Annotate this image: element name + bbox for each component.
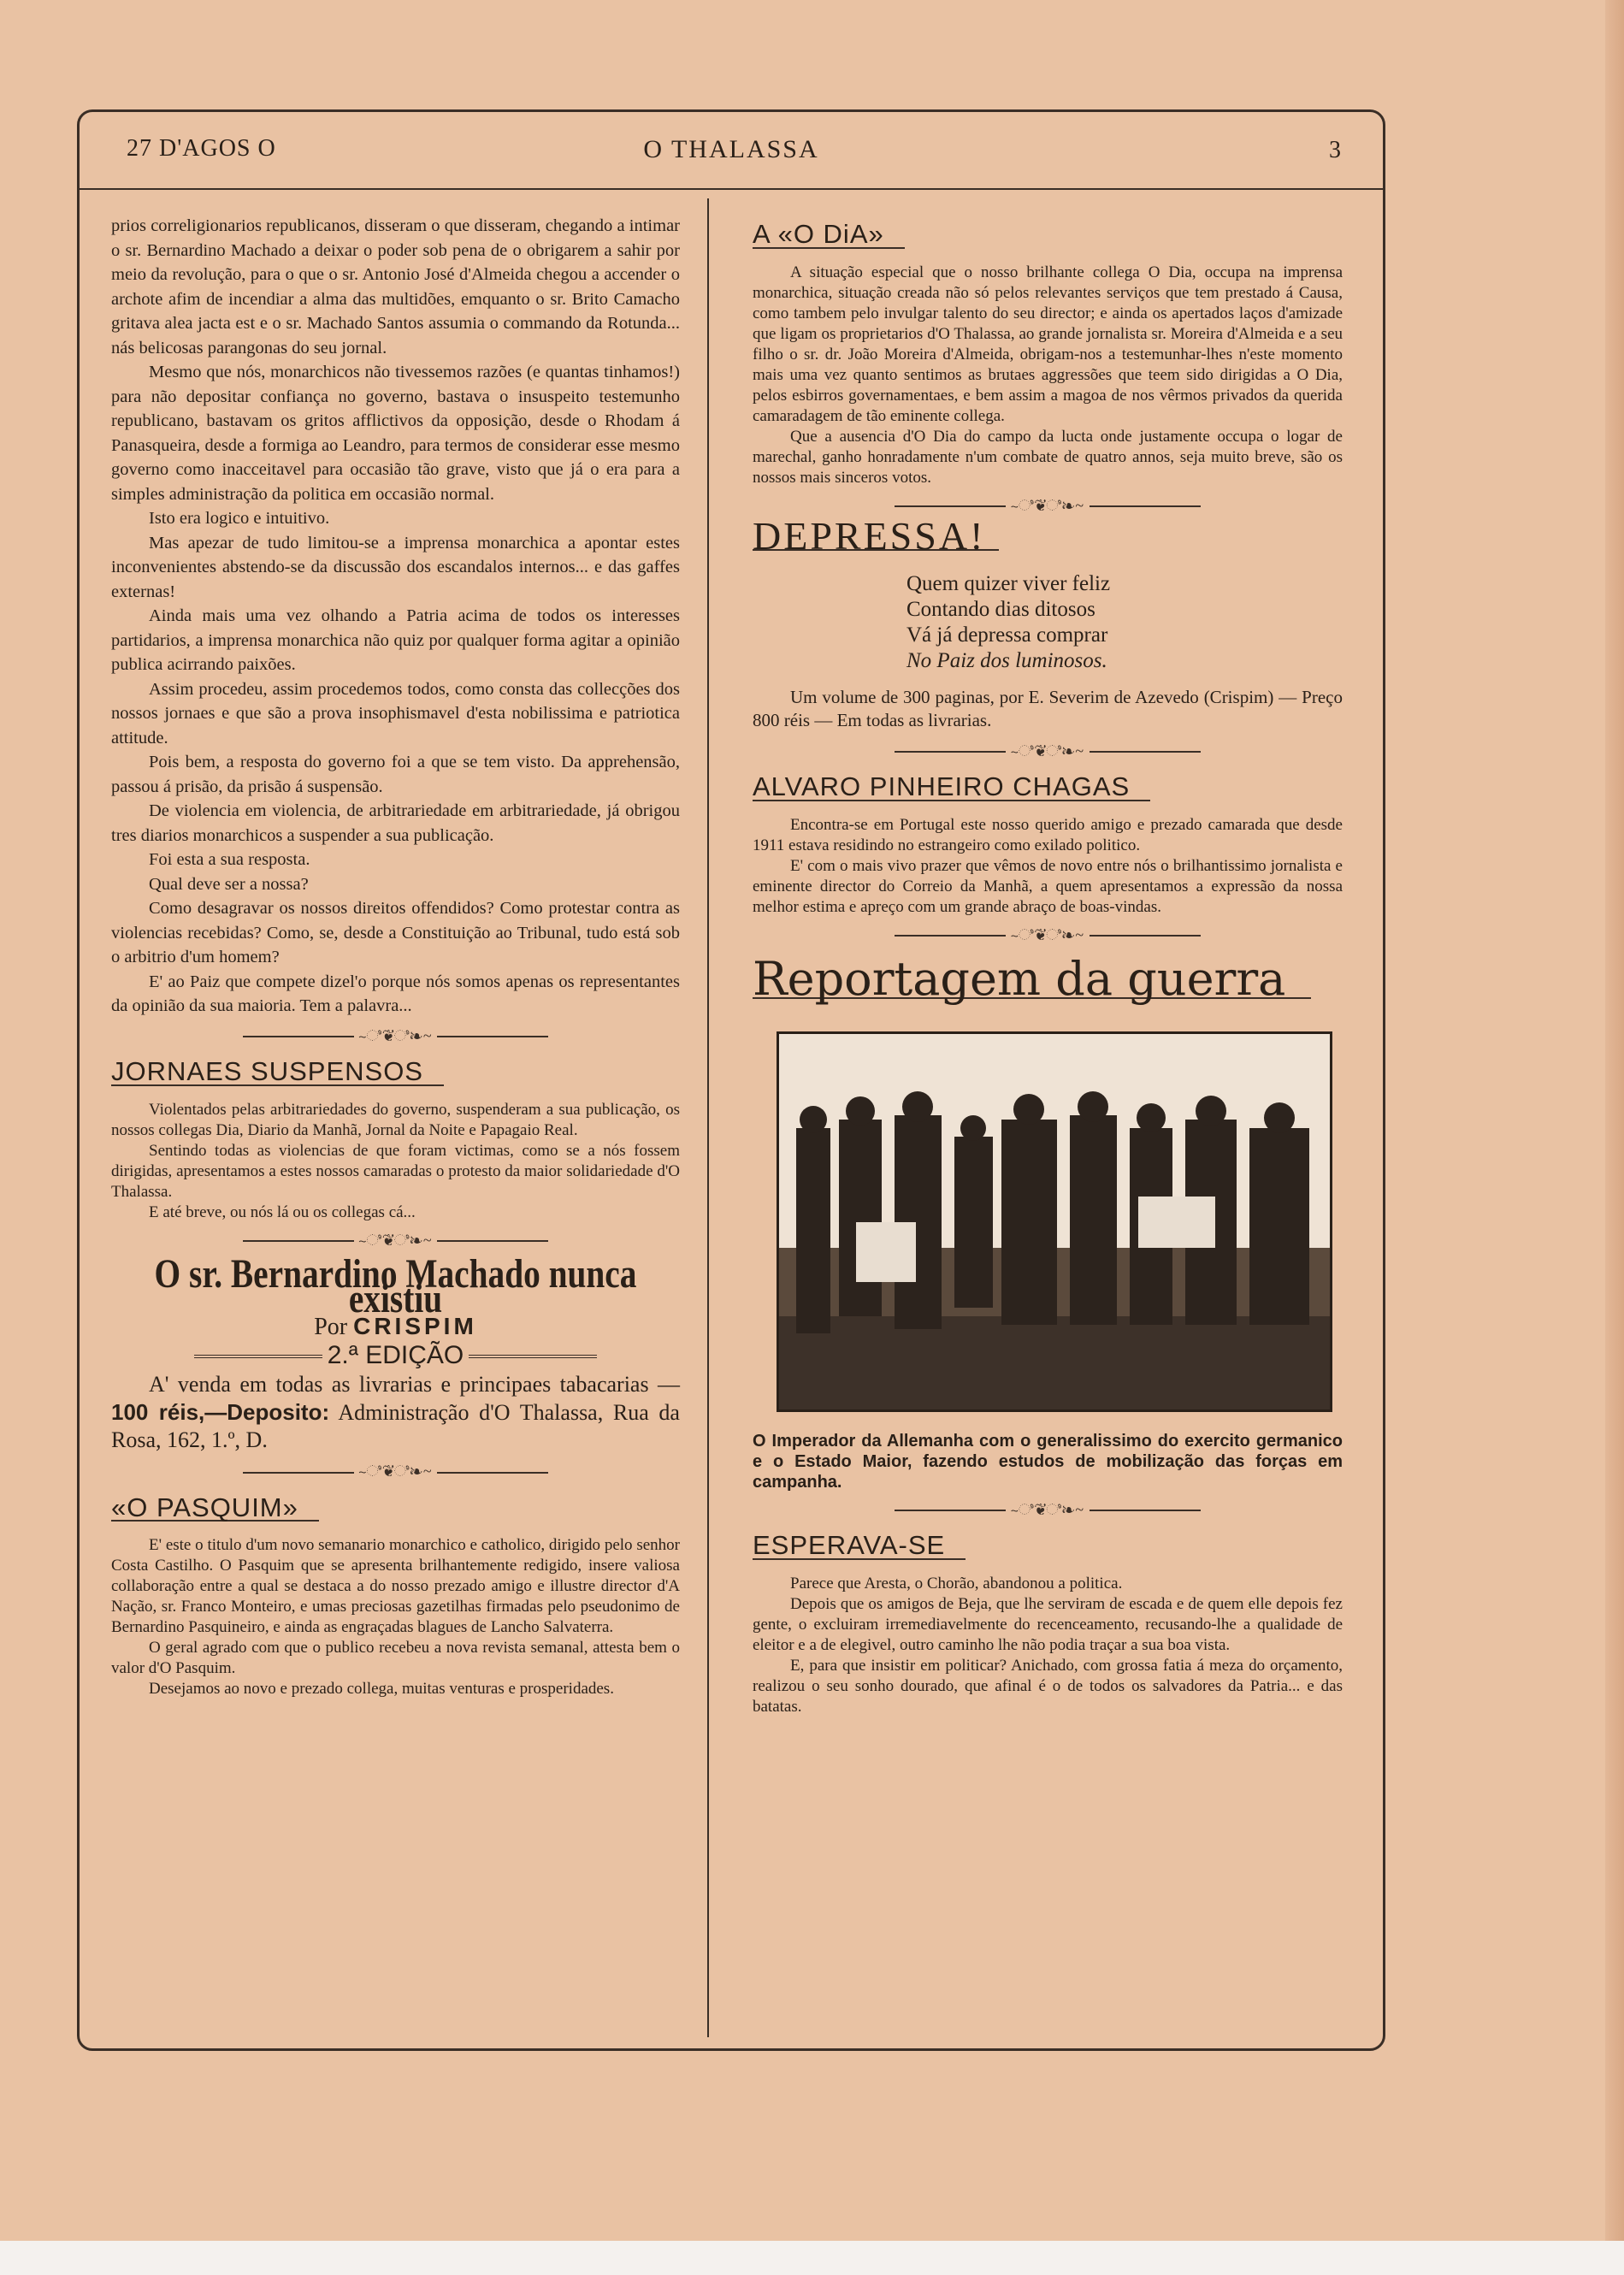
verse-line: Vá já depressa comprar [906,623,1108,647]
fleuron-divider: ~ಿ❦ಿ❧~ [753,739,1343,764]
article-paragraph: Qual deve ser a nossa? [149,874,309,894]
article-paragraph: Pois bem, a resposta do governo foi a que se tem visto. Da apprehensão, passou á prisão, da prisão á suspensão. [111,753,680,796]
alvaro-paragraph: E' com o mais vivo prazer que vêmos de novo entre nós o brilhantissimo jornalista e eminente director do Correio da Manhã, a quem apresentamos a expressão da nossa melhor estima e apreço com um grande abraço de boas-vindas. [753,856,1343,916]
right-column [753,214,1343,1717]
bernardino-edition: 2.ª EDIÇÃO [111,1344,680,1368]
verse-line: Quem quizer viver feliz [906,571,1111,595]
jornaes-heading: JORNAES SUSPENSOS [111,1060,444,1086]
fleuron-divider: ~ಿ❦ಿ❧~ [753,493,1343,518]
pasquim-paragraph: O geral agrado com que o publico recebeu a nova revista semanal, attesta bem o valor d'O Pasquim. [111,1639,680,1677]
esperava-heading: ESPERAVA-SE [753,1533,966,1560]
pasquim-heading: «O PASQUIM» [111,1496,319,1522]
bottom-strip [0,2241,1624,2275]
dia-heading: A «O DiA» [753,222,905,249]
article-paragraph: Mas apezar de tudo limitou-se a imprensa monarchica a apontar estes inconvenientes abstendo-se da discussão dos escandalos internos... e das gaffes externas! [111,533,680,601]
book-ad: Um volume de 300 paginas, por E. Severim de Azevedo (Crispim) — Preço 800 réis — Em todas as livrarias. [753,686,1343,730]
article-paragraph: Isto era logico e intuitivo. [149,509,330,528]
article-paragraph: prios correligionarios republicanos, disseram o que disseram, chegando a intimar o sr. Bernardino Machado a deixar o poder sob pena de o obrigarem a sahir por meio da revolução, para o que o sr. Antonio José d'Almeida chegou a accender o archote afim de incendiar a alma das multidões, emquanto o sr. Brito Camacho gritava alea jacta est e o sr. Machado Santos assumia o commando da Rotunda... nás belicosas parangonas do seu jornal. [111,216,680,358]
pasquim-paragraph: Desejamos ao novo e prezado collega, muitas venturas e prosperidades. [149,1680,614,1698]
dia-paragraph: Que a ausencia d'O Dia do campo da lucta onde justamente occupa o logar de marechal, ganho honradamente n'um combate de quatro annos, seja muito breve, são os nossos mais sinceros votos. [753,427,1343,487]
depressa-heading: DEPRESSA! [753,524,999,551]
alvaro-heading: ALVARO PINHEIRO CHAGAS [753,775,1150,801]
article-paragraph: Como desagravar os nossos direitos offendidos? Como protestar contra as violencias recebidas? Como, se, desde a Constituição ao Tribunal, tudo está sob o arbitrio d'um homem? [111,899,680,966]
article-paragraph: Ainda mais uma vez olhando a Patria acima de todos os interesses partidarios, a imprensa monarchica não quiz por qualquer forma agitar a opinião publica acirrando paixões. [111,606,680,674]
masthead [79,120,1384,190]
fleuron-divider: ~ಿ❦ಿ❧~ [111,1459,680,1484]
esperava-paragraph: Parece que Aresta, o Chorão, abandonou a politica. [790,1574,1123,1592]
verse-line: No Paiz dos luminosos. [906,648,1107,672]
page-edge [1605,0,1624,2275]
verse-line: Contando dias ditosos [906,597,1095,621]
fleuron-divider: ~ಿ❦ಿ❧~ [111,1024,680,1049]
pasquim-paragraph: E' este o titulo d'um novo semanario monarchico e catholico, dirigido pelo senhor Costa Castilho. O Pasquim que se apresenta brilhantemente redigido, insere valiosa collaboração entre a qual se destaca a do nosso prezado amigo e illustre director d'A Nação, sr. Franco Monteiro, e umas preciosas gazetilhas firmadas pelo pseudonimo de Bernardino Pasquineiro, e ainda as engraçadas blagues de Lancho Salvaterra. [111,1536,680,1636]
jornaes-paragraph: Violentados pelas arbitrariedades do governo, suspenderam a sua publicação, os nossos collegas Dia, Diario da Manhã, Jornal da Noite e Papagaio Real. [111,1100,680,1139]
masthead-date: 27 D'AGOS O [127,135,276,162]
dia-paragraph: A situação especial que o nosso brilhante collega O Dia, occupa na imprensa monarchica, situação creada não só pelos relevantes serviços que tem prestado á Causa, como tambem pelo invulgar talento do seu director; e ainda os apertados laços d'amizade que ligam os proprietarios d'O Thalassa, ao grande jornalista sr. Moreira d'Almeida e a seu filho o sr. dr. João Moreira d'Almeida, obrigam-nos a testemunhar-lhes n'este momento mais uma vez quanto sentimos as brutaes aggressões que teem sido dirigidas a O Dia, pelos esbirros governamentaes, e bem assim a magoa de nos vêrmos privados da querida camaradagem de tão eminente collega. [753,263,1343,425]
article-paragraph: Foi esta a sua resposta. [149,850,310,869]
soldiers-image [779,1034,1330,1409]
jornaes-paragraph: Sentindo todas as violencias de que foram victimas, como se a nós fossem dirigidas, apresentamos a estes nossos camaradas o protesto da maior solidariedade d'O Thalassa. [111,1141,680,1201]
bernardino-byline: Por CRISPIM [314,1313,477,1340]
depressa-verse [906,571,1343,674]
column-rule [707,198,709,2037]
alvaro-paragraph: Encontra-se em Portugal este nosso querido amigo e prezado camarada que desde 1911 estava residindo no estrangeiro como exilado politico. [753,815,1343,854]
masthead-title: O THALASSA [643,135,819,163]
fleuron-divider: ~ಿ❦ಿ❧~ [111,1228,680,1253]
article-paragraph: E' ao Paiz que compete dizel'o porque nós somos apenas os representantes da opinião da sua maioria. Tem a palavra... [111,972,680,1015]
jornaes-paragraph: E até breve, ou nós lá ou os collegas cá... [149,1202,416,1221]
photo-caption: O Imperador da Allemanha com o generalissimo do exercito germanico e o Estado Maior, fazendo estudos de mobilização das forças em campanha. [753,1431,1343,1492]
bernardino-sale-info: A' venda em todas as livrarias e principaes tabacarias — 100 réis,—Deposito: Administração d'O Thalassa, Rua da Rosa, 162, 1.º, D. [111,1372,680,1452]
left-column [111,214,680,1699]
article-paragraph: Assim procedeu, assim procedemos todos, como consta das collecções dos nossos jornaes e que são a prova insophismavel d'esta nobilissima e patriotica attitude. [111,679,680,748]
fleuron-divider: ~ಿ❦ಿ❧~ [753,923,1343,948]
page-number: 3 [1329,137,1341,163]
fleuron-divider: ~ಿ❦ಿ❧~ [753,1498,1343,1522]
esperava-paragraph: E, para que insistir em politicar? Anichado, com grossa fatia á meza do orçamento, realizou o seu sonho dourado, que afinal é o de todos os salvadores da Patria... e das batatas. [753,1656,1343,1716]
reportagem-heading: Reportagem da guerra [753,967,1311,999]
war-photograph [777,1031,1332,1412]
esperava-paragraph: Depois que os amigos de Beja, que lhe serviram de escada e de quem elle depois fez gente, o excluiram irremediavelmente do recenceamento, recusando-lhe a qualidade de eleitor e a de elegivel, outro caminho lhe não podia traçar a sua boa vista. [753,1594,1343,1654]
article-paragraph: De violencia em violencia, de arbitrariedade em arbitrariedade, já obrigou tres diarios monarchicos a suspender a sua publicação. [111,801,680,845]
bernardino-title: O sr. Bernardino Machado nunca existiu [154,1251,637,1321]
article-paragraph: Mesmo que nós, monarchicos não tivessemos razões (e quantas tinhamos!) para não depositar confiança no governo, bastava o insuspeito testemunho republicano, bastavam os gritos afflictivos da opposição, desde o Rhodam á Panasqueira, desde a formiga ao Leandro, para termos de considerar esse mesmo governo como inacceitavel para occasião tão grave, visto que já o era para a simples administração da politica em occasião normal. [111,363,680,504]
